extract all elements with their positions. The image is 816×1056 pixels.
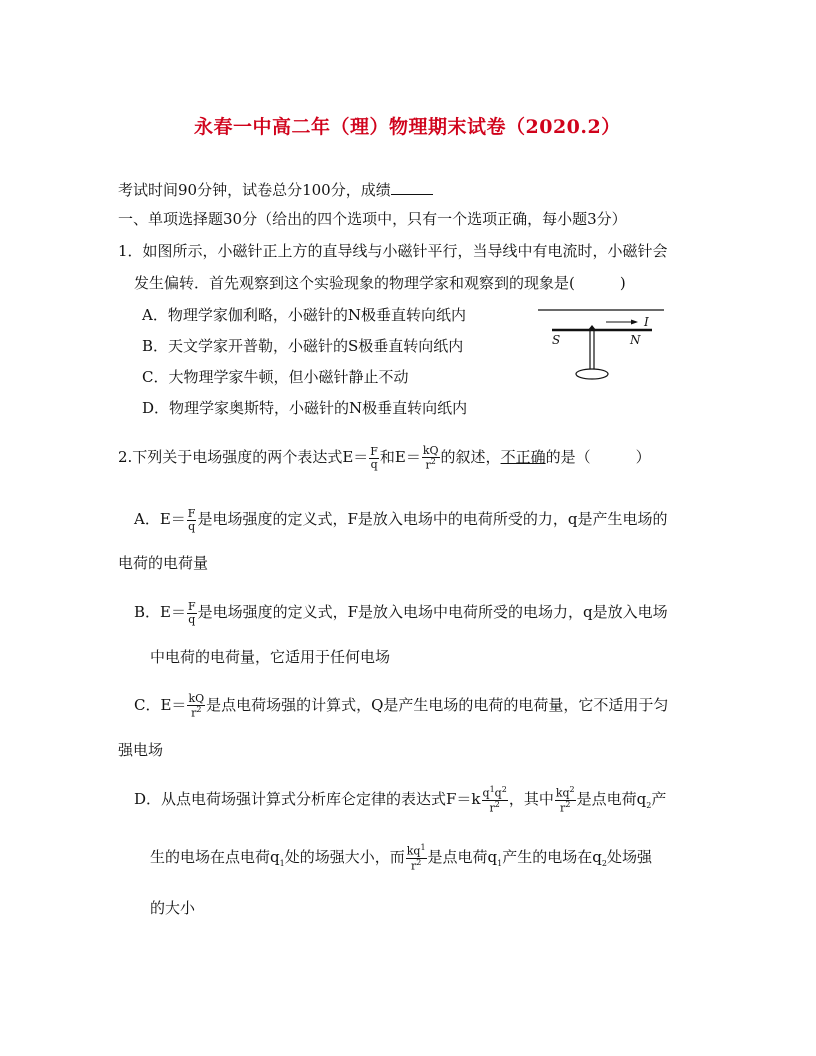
frac-den-sup: 2	[494, 799, 500, 809]
q2-option-a[interactable]	[134, 505, 667, 533]
q2-option-c-line2: 强电场	[118, 741, 164, 759]
score-blank[interactable]	[391, 181, 433, 195]
frac-num: kQ	[422, 444, 439, 458]
frac-den: q	[188, 612, 196, 626]
frac-den	[406, 858, 427, 872]
frac-den: q	[188, 519, 196, 533]
q2-stem-part-d: 的是（ ）	[545, 448, 651, 466]
north-pole-label: N	[630, 333, 641, 347]
frac-num-sup: 2	[569, 785, 575, 795]
frac-den-base: r	[191, 706, 197, 720]
q2-option-b-line1: 是电场强度的定义式，F是放入电场中电荷所受的电场力，q是放入电场	[197, 603, 668, 621]
q-sup-2: 2	[501, 785, 507, 795]
frac-num: kQ	[188, 692, 205, 706]
frac-den: q	[370, 457, 378, 471]
q2-option-d-line2	[150, 842, 652, 879]
frac-den	[482, 800, 508, 814]
stand-base	[576, 369, 608, 379]
frac-den-base: r	[489, 801, 495, 815]
frac-num	[555, 786, 576, 799]
q2-option-d-tail-a: 是点电荷q	[576, 790, 647, 808]
fraction-kQ-over-r2	[422, 445, 440, 471]
q1-option-c[interactable]: C．大物理学家牛顿，但小磁针静止不动	[142, 368, 409, 386]
q1-option-d[interactable]: D．物理学家奥斯特，小磁针的N极垂直转向纸内	[142, 399, 468, 417]
q2-option-a-prefix: A．E＝	[134, 510, 186, 528]
needle-pivot	[588, 325, 596, 330]
fraction-F-over-q	[369, 446, 379, 470]
q2-option-d-line2-sub1: 1	[279, 859, 285, 868]
q2-option-b-line2: 中电荷的电荷量，它适用于任何电场	[150, 648, 391, 666]
frac-den-sup: 2	[430, 456, 436, 466]
frac-num: F	[187, 506, 196, 520]
q2-option-d-tail-sub: 2	[646, 801, 652, 810]
frac-den	[555, 800, 576, 814]
q2-option-d-line2-sub3: 2	[601, 859, 607, 868]
q-sup-1: 1	[489, 785, 495, 795]
frac-den-sup: 2	[416, 857, 422, 867]
q-symbol: q	[482, 786, 490, 800]
q2-option-b-prefix: B．E＝	[134, 603, 186, 621]
q2-option-d-prefix: D．从点电荷场强计算式分析库仑定律的表达式F＝k	[134, 790, 481, 808]
exam-info	[118, 181, 433, 198]
frac-den-sup: 2	[196, 704, 202, 714]
q2-option-d[interactable]	[134, 784, 666, 821]
q2-option-a-line2: 电荷的电荷量	[118, 554, 209, 572]
q2-option-d-line2-a: 生的电场在点电荷q	[150, 848, 280, 866]
q2-option-d-mid: ，其中	[508, 790, 554, 808]
q-symbol: q	[494, 786, 502, 800]
frac-den-base: r	[410, 859, 417, 873]
q2-stem-part-b: 和E＝	[379, 448, 421, 466]
frac-num-base: kq	[406, 844, 421, 858]
frac-num: F	[370, 444, 378, 458]
current-arrow-head	[631, 320, 638, 325]
fraction-q1q2-over-r2	[482, 786, 508, 813]
frac-den-base: r	[560, 801, 566, 815]
q2-stem-underlined: 不正确	[500, 448, 546, 466]
frac-den	[187, 705, 205, 719]
exam-info-text: 考试时间90分钟，试卷总分100分，成绩	[118, 181, 391, 199]
q2-option-b[interactable]	[134, 598, 668, 626]
section-heading: 一、单项选择题30分（给出的四个选项中，只有一个选项正确，每小题3分）	[118, 210, 627, 228]
frac-den	[422, 457, 440, 471]
q2-option-c[interactable]	[134, 691, 668, 719]
q2-option-d-line2-c: 是点电荷q	[427, 848, 498, 866]
q2-option-d-line2-sub2: 1	[497, 859, 503, 868]
q2-option-a-line1: 是电场强度的定义式，F是放入电场中的电荷所受的力，q是产生电场的	[197, 510, 668, 528]
q1-stem-line2: 发生偏转．首先观察到这个实验现象的物理学家和观察到的现象是( )	[134, 274, 626, 292]
fraction-F-over-q	[187, 601, 197, 625]
frac-num-base: kq	[555, 786, 570, 800]
frac-den-sup: 2	[565, 799, 571, 809]
fraction-kQ-over-r2	[187, 693, 205, 719]
frac-num	[482, 786, 508, 799]
q2-option-d-line3: 的大小	[150, 899, 196, 917]
q2-option-d-line2-b: 处的场强大小，而	[284, 848, 405, 866]
frac-num: F	[187, 599, 196, 613]
frac-num-sup: 1	[420, 843, 426, 853]
q2-option-d-tail-b: 产	[651, 790, 667, 808]
fraction-kq2-over-r2	[555, 786, 576, 813]
q2-option-c-line1: 是点电荷场强的计算式，Q是产生电场的电荷的电荷量，它不适用于匀	[206, 696, 669, 714]
q2-stem-part-c: 的叙述，	[440, 448, 501, 466]
q2-stem-part-a: 2.下列关于电场强度的两个表达式E＝	[118, 448, 369, 466]
frac-den-base: r	[425, 458, 431, 472]
fraction-F-over-q	[187, 508, 197, 532]
page-title: 永春一中高二年（理）物理期末试卷（2020.2）	[194, 116, 621, 138]
q1-option-a[interactable]: A．物理学家伽利略，小磁针的N极垂直转向纸内	[142, 306, 466, 324]
q2-option-d-line2-e: 处场强	[606, 848, 652, 866]
q1-stem-line1: 1．如图所示，小磁针正上方的直导线与小磁针平行，当导线中有电流时，小磁针会	[118, 242, 668, 260]
fraction-kq1-over-r2	[406, 844, 427, 871]
current-label: I	[644, 315, 649, 329]
q1-option-b[interactable]: B．天文学家开普勒，小磁针的S极垂直转向纸内	[142, 337, 464, 355]
compass-wire-figure	[532, 304, 672, 386]
q2-option-d-line2-d: 产生的电场在q	[502, 848, 602, 866]
q2-stem	[118, 443, 651, 471]
frac-num	[406, 844, 427, 857]
south-pole-label: S	[552, 333, 561, 347]
q2-option-c-prefix: C．E＝	[134, 696, 187, 714]
